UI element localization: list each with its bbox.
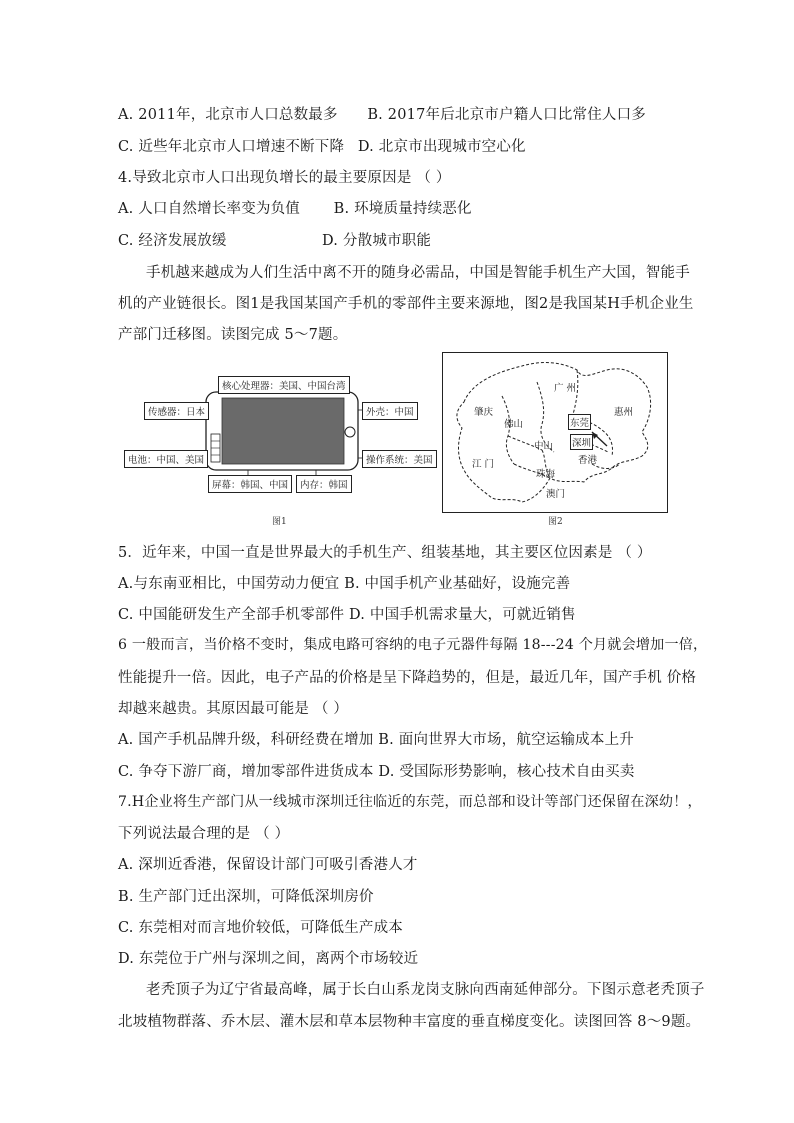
fig1-caption: 图1 (272, 517, 287, 527)
q3-option-a: A. 2011年，北京市人口总数最多 (118, 107, 338, 123)
q3-option-b: B. 2017年后北京市户籍人口比常住人口多 (367, 107, 647, 123)
map-label-dongguan: 东莞 (568, 414, 591, 430)
q3-option-d: D. 北京市出现城市空心化 (357, 139, 526, 155)
passage2-line2: 北坡植物群落、乔木层、灌木层和草本层物种丰富度的垂直梯度变化。读图回答 8～9题。 (118, 1014, 701, 1030)
map-label-foshan: 佛山 (504, 419, 524, 430)
fig1-battery-label: 电池：中国、美国 (124, 450, 208, 468)
passage1-line1: 手机越来越成为人们生活中离不开的随身必需品，中国是智能手机生产大国，智能手 (146, 265, 690, 281)
q7-option-d: D. 东莞位于广州与深圳之间，离两个市场较近 (118, 951, 419, 967)
q7-option-c: C. 东莞相对而言地价较低，可降低生产成本 (118, 920, 403, 936)
q4-option-a: A. 人口自然增长率变为负值 (118, 201, 300, 217)
fig1-shell-label: 外壳：中国 (362, 402, 418, 420)
passage2-line1: 老秃顶子为辽宁省最高峰，属于长白山系龙岗支脉向西南延伸部分。下图示意老秃顶子 (146, 982, 705, 998)
map-label-zhuhai: 珠海 (536, 469, 556, 480)
q4-option-d: D. 分散城市职能 (322, 233, 432, 249)
q3-option-ab-row (118, 103, 646, 124)
map-label-hongkong: 香港 (578, 455, 598, 466)
q4-option-cd-row (118, 229, 431, 250)
map-label-shenzhen: 深圳 (570, 434, 593, 450)
q4-option-ab-row (118, 197, 472, 218)
q4-option-b: B. 环境质量持续恶化 (333, 201, 472, 217)
q5-options-ab: A.与东南亚相比，中国劳动力便宜 B. 中国手机产业基础好，设施完善 (118, 576, 571, 592)
q5-stem: 5．近年来，中国一直是世界最大的手机生产、组装基地，其主要区位因素是 （ ） (118, 545, 652, 561)
q7-stem-line2: 下列说法最合理的是 （ ） (118, 826, 290, 842)
pearl-river-delta-map (442, 352, 668, 530)
q6-stem-line3: 却越来越贵。其原因最可能是 （ ） (118, 701, 349, 717)
q6-stem-line1: 6 一般而言，当价格不变时，集成电路可容纳的电子元器件每隔 18---24 个月就会增加一倍， (118, 637, 708, 653)
q6-options-cd: C. 争夺下游厂商，增加零部件进货成本 D. 受国际形势影响，核心技术自由买卖 (118, 764, 635, 780)
q7-option-a: A. 深圳近香港，保留设计部门可吸引香港人才 (118, 857, 418, 873)
q7-option-b: B. 生产部门迁出深圳，可降低深圳房价 (118, 889, 374, 905)
map-label-zhongshan: 中山 (534, 441, 554, 452)
figure-1 (118, 352, 436, 530)
q6-options-ab: A. 国产手机品牌升级，科研经费在增加 B. 面向世界大市场，航空运输成本上升 (118, 732, 634, 748)
q5-options-cd: C. 中国能研发生产全部手机零部件 D. 中国手机需求量大，可就近销售 (118, 607, 576, 623)
q3-option-c: C. 近些年北京市人口增速不断下降 (118, 139, 345, 155)
q4-option-c: C. 经济发展放缓 (118, 233, 227, 249)
fig1-memory-label: 内存：韩国 (296, 475, 352, 493)
q3-option-cd-row (118, 135, 526, 156)
fig1-os-label: 操作系统：美国 (362, 450, 437, 468)
fig1-sensor-label: 传感器：日本 (144, 402, 209, 420)
fig2-caption: 图2 (548, 517, 563, 527)
map-label-huizhou: 惠州 (614, 407, 634, 418)
fig1-screen-label: 屏幕：韩国、中国 (208, 475, 292, 493)
map-label-guangzhou: 广 州 (554, 383, 577, 394)
passage1-line2: 机的产业链很长。图1是我国某国产手机的零部件主要来源地，图2是我国某H手机企业生 (118, 296, 694, 312)
map-label-jiangmen: 江 门 (472, 459, 495, 470)
figure-2 (442, 352, 668, 530)
q6-stem-line2: 性能提升一倍。因此，电子产品的价格是呈下降趋势的，但是，最近几年，国产手机 价格 (118, 670, 697, 686)
map-label-zhaoqing: 肇庆 (474, 407, 494, 418)
q4-stem: 4.导致北京市人口出现负增长的最主要原因是 （ ） (118, 170, 451, 186)
passage1-line3: 产部门迁移图。读图完成 5～7题。 (118, 327, 348, 343)
map-label-macau: 澳门 (546, 489, 566, 500)
q7-stem-line1: 7.H企业将生产部门从一线城市深圳迁往临近的东莞，而总部和设计等部门还保留在深幼！， (118, 794, 702, 810)
fig1-cpu-label: 核心处理器：美国、中国台湾 (218, 376, 350, 394)
